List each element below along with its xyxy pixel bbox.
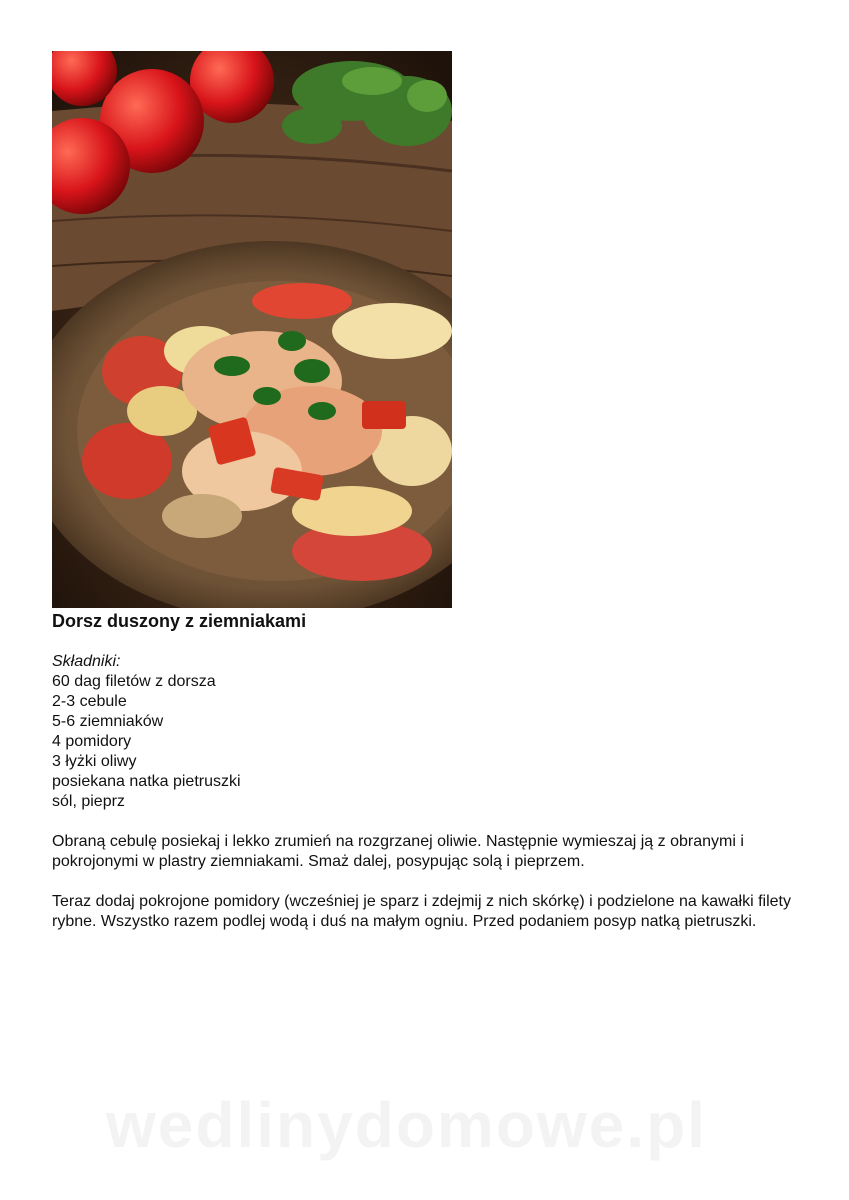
dish-photo [52, 51, 452, 608]
ingredient-item: 5-6 ziemniaków [52, 713, 164, 730]
instruction-paragraph: Obraną cebulę posiekaj i lekko zrumień na rozgrzanej oliwie. Następnie wymieszaj ją z obranymi i pokrojonymi w plastry ziemniakami. Smaż dalej, posypując solą i pieprzem. [52, 833, 744, 870]
ingredient-item: 3 łyżki oliwy [52, 753, 137, 770]
instruction-paragraph: Teraz dodaj pokrojone pomidory (wcześniej je sparz i zdejmij z nich skórkę) i podzielone na kawałki filety rybne. Wszystko razem podlej wodą i duś na małym ogniu. Przed podaniem posyp natką pietruszki. [52, 893, 791, 930]
ingredient-item: 2-3 cebule [52, 693, 127, 710]
ingredient-item: 60 dag filetów z dorsza [52, 673, 216, 690]
ingredients-list [52, 672, 812, 812]
ingredient-item: 4 pomidory [52, 733, 132, 750]
ingredients-label: Składniki: [52, 653, 121, 670]
ingredient-item: posiekana natka pietruszki [52, 773, 241, 790]
ingredient-item: sól, pieprz [52, 793, 125, 810]
recipe-body [52, 652, 812, 932]
watermark: wedlinydomowe.pl [106, 1089, 707, 1161]
recipe-title: Dorsz duszony z ziemniakami [52, 611, 307, 631]
